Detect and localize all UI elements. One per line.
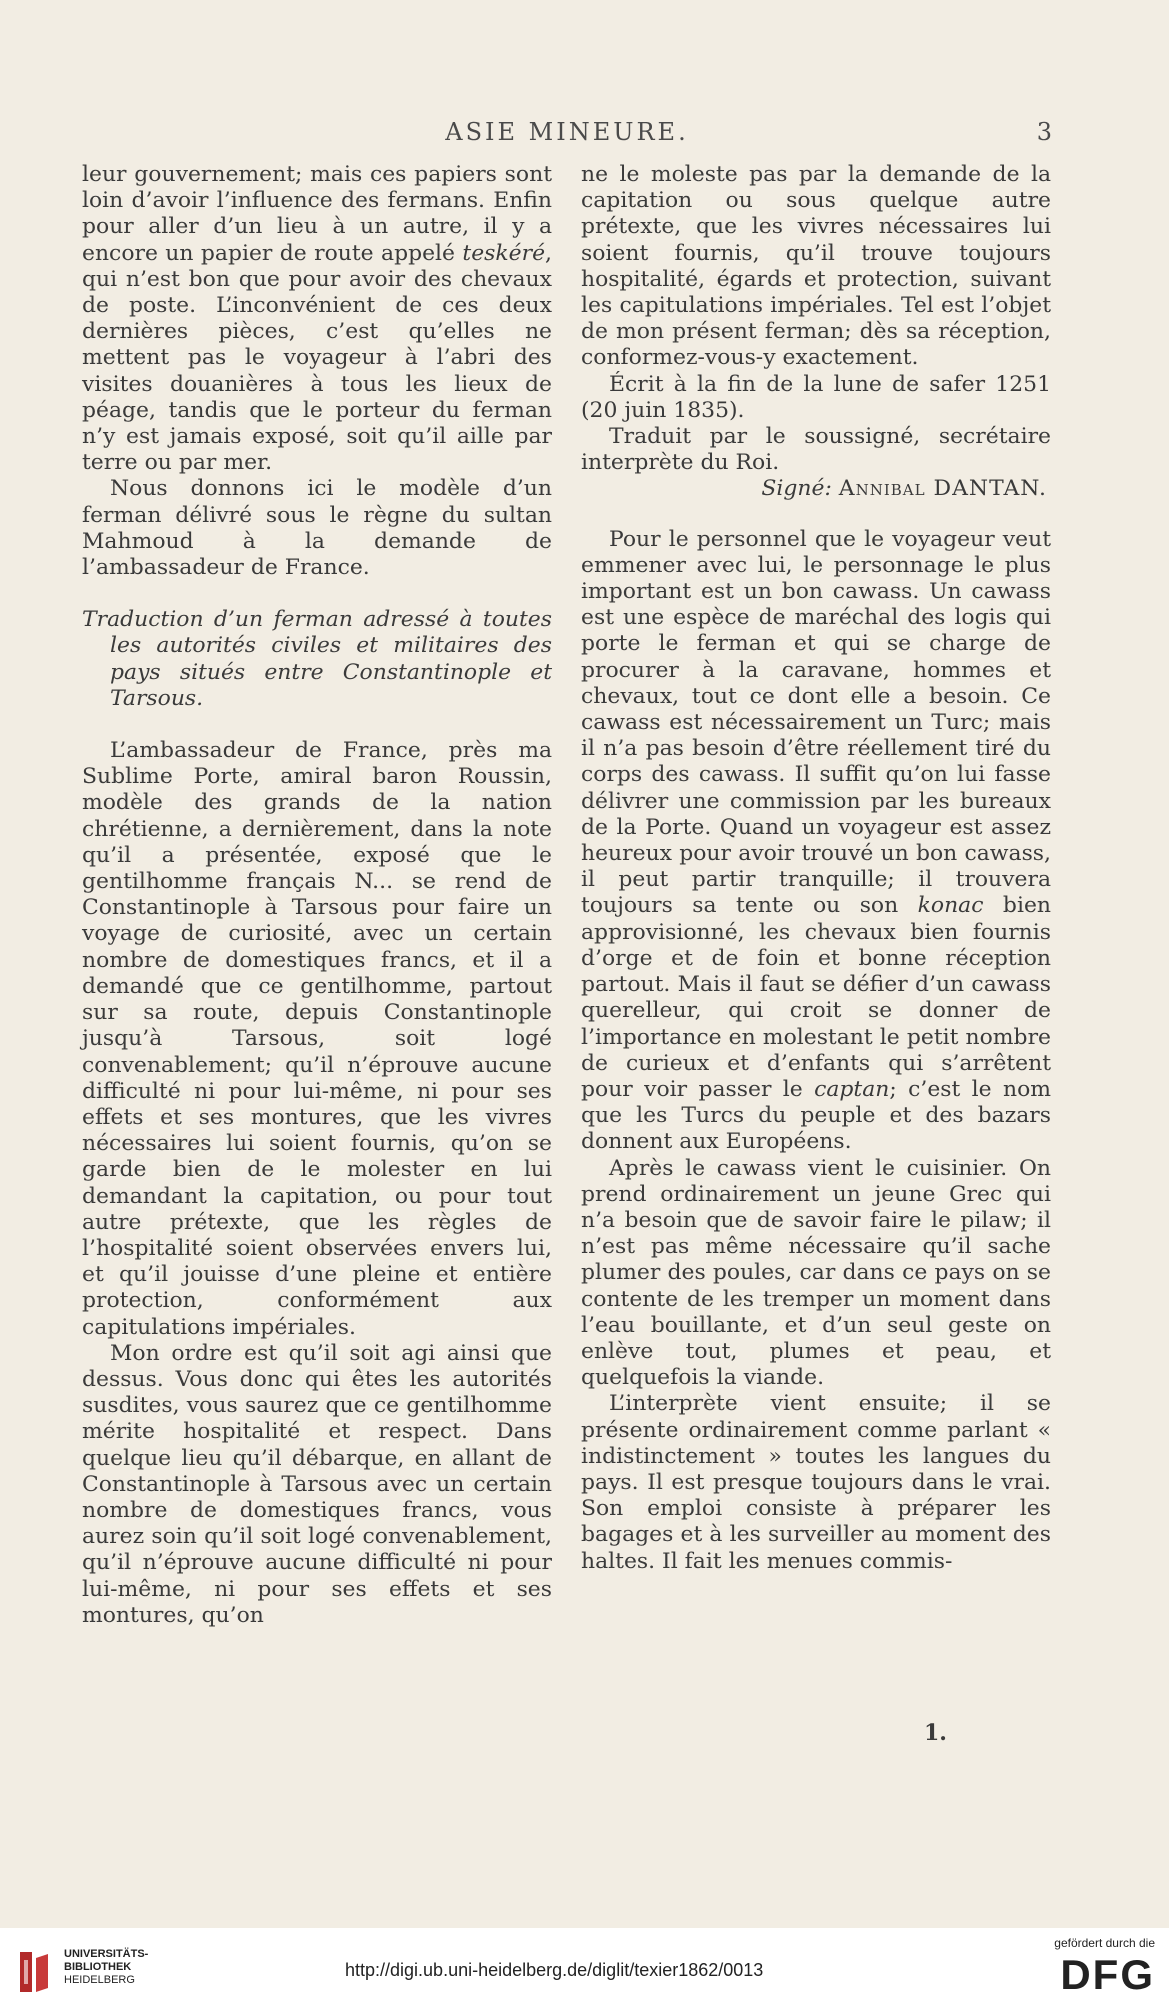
footer-bar: [0, 1928, 1169, 2013]
paragraph: leur gouvernement; mais ces papiers sont loin d’avoir l’influence des fermans. Enfin pour aller d’un lieu à un autre, il y a encore un papier de route appelé teskéré, qui n’est bon que pour avoir des chevaux de poste. L’inconvénient de ces deux dernières pièces, c’est qu’elles ne mettent pas le voyageur à l’abri des visites douanières à tous les lieux de péage, tandis que le porteur du ferman n’y est jamais exposé, soit qu’il aille par terre ou par mer.: [82, 162, 552, 476]
sponsor-text: gefördert durch die: [1054, 1936, 1155, 1950]
library-logo-icon: [14, 1948, 54, 1996]
paragraph: ne le moleste pas par la demande de la capitation ou sous quelque autre prétexte, que les vivres nécessaires lui soient fournis, qu’il trouve toujours hospitalité, égards et protection, suivant les capitulations impériales. Tel est l’objet de mon présent ferman; dès sa réception, conformez-vous-y exactement.: [581, 162, 1051, 371]
section-heading: Traduction d’un ferman adressé à toutes les autorités civiles et militaires des pays situés entre Constantinople et Tarsous.: [82, 607, 552, 711]
paragraph-gap: [581, 503, 1051, 527]
signature-line: [581, 476, 1047, 502]
signature-mark: 1.: [924, 1720, 947, 1746]
paragraph: L’ambassadeur de France, près ma Sublime Porte, amiral baron Roussin, modèle des grands de la nation chrétienne, a dernièrement, dans la note qu’il a présentée, exposé que le gentilhomme français N... se rend de Constantinople à Tarsous pour faire un voyage de curiosité, avec un certain nombre de domestiques francs, et il a demandé que ce gentilhomme, partout sur sa route, depuis Constantinople jusqu’à Tarsous, soit logé convenablement; qu’il n’éprouve aucune difficulté ni pour lui-même, ni pour ses effets et ses montures, que les vivres nécessaires lui soient fournis, qu’on se garde bien de le molester en lui demandant la capitation, ou pour tout autre prétexte, que les règles de l’hospitalité soient observées envers lui, et qu’il jouisse d’une pleine et entière protection, conformément aux capitulations impériales.: [82, 738, 552, 1340]
dfg-logo: DFG: [1060, 1951, 1155, 1998]
page-number: 3: [1036, 118, 1052, 146]
sponsor-block: [1015, 1936, 1155, 1996]
italic-term: captan: [814, 1076, 890, 1102]
paragraph: Pour le personnel que le voyageur veut emmener avec lui, le personnage le plus important est un bon cawass. Un cawass est une espèce de maréchal des logis qui porte le ferman et qui se charge de procurer à la caravane, hommes et chevaux, tout ce dont elle a besoin. Ce cawass est nécessairement un Turc; mais il n’a pas besoin d’être réellement tiré du corps des cawass. Il suffit qu’on lui fasse délivrer une commission par les bureaux de la Porte. Quand un voyageur est assez heureux pour avoir trouvé un bon cawass, il peut partir tranquille; il trouvera toujours sa tente ou son konac bien approvisionné, les chevaux bien fournis d’orge et de foin et bonne réception partout. Mais il faut se défier d’un cawass querelleur, qui croit se donner de l’importance en molestant le petit nombre de curieux et d’enfants qui s’arrêtent pour voir passer le captan; c’est le nom que les Turcs du peuple et des bazars donnent aux Européens.: [581, 526, 1051, 1155]
italic-term: konac: [917, 893, 984, 919]
paragraph: Traduit par le soussigné, secrétaire interprète du Roi.: [581, 424, 1051, 476]
library-name: UNIVERSITÄTS- BIBLIOTHEK HEIDELBERG: [64, 1948, 149, 1986]
running-header: [82, 118, 1052, 154]
paragraph: Après le cawass vient le cuisinier. On prend ordinairement un jeune Grec qui n’a besoin que de savoir faire le pilaw; il n’est pas même nécessaire qu’il sache plumer des poules, car dans ce pays on se contente de les tremper un moment dans l’eau bouillante, et d’un seul geste on enlève tout, plumes et peau, et quelquefois la viande.: [581, 1155, 1051, 1391]
paragraph: Nous donnons ici le modèle d’un ferman délivré sous le règne du sultan Mahmoud à la demande de l’ambassadeur de France.: [82, 476, 552, 581]
right-column: [581, 162, 1051, 1575]
signature-label: Signé:: [761, 476, 832, 502]
permalink[interactable]: http://digi.ub.uni-heidelberg.de/diglit/texier1862/0013: [345, 1960, 764, 1980]
signature-name: Annibal DANTAN.: [838, 476, 1047, 502]
paragraph: Mon ordre est qu’il soit agi ainsi que dessus. Vous donc qui êtes les autorités susdites, vous saurez que ce gentilhomme mérite hospitalité et respect. Dans quelque lieu qu’il débarque, en allant de Constantinople à Tarsous avec un certain nombre de domestiques francs, vous aurez soin qu’il soit logé convenablement, qu’il n’éprouve aucune difficulté ni pour lui-même, ni pour ses effets et ses montures, qu’on: [82, 1340, 552, 1628]
paragraph: Écrit à la fin de la lune de safer 1251 (20 juin 1835).: [581, 371, 1051, 423]
paragraph: L’interprète vient ensuite; il se présente ordinairement comme parlant « indistinctement » toutes les langues du pays. Il est presque toujours dans le vrai. Son emploi consiste à préparer les bagages et à les surveiller au moment des haltes. Il fait les menues commis-: [581, 1391, 1051, 1574]
running-title: ASIE MINEURE.: [445, 118, 689, 146]
left-column: [82, 162, 552, 1629]
italic-term: teskéré: [462, 240, 546, 266]
